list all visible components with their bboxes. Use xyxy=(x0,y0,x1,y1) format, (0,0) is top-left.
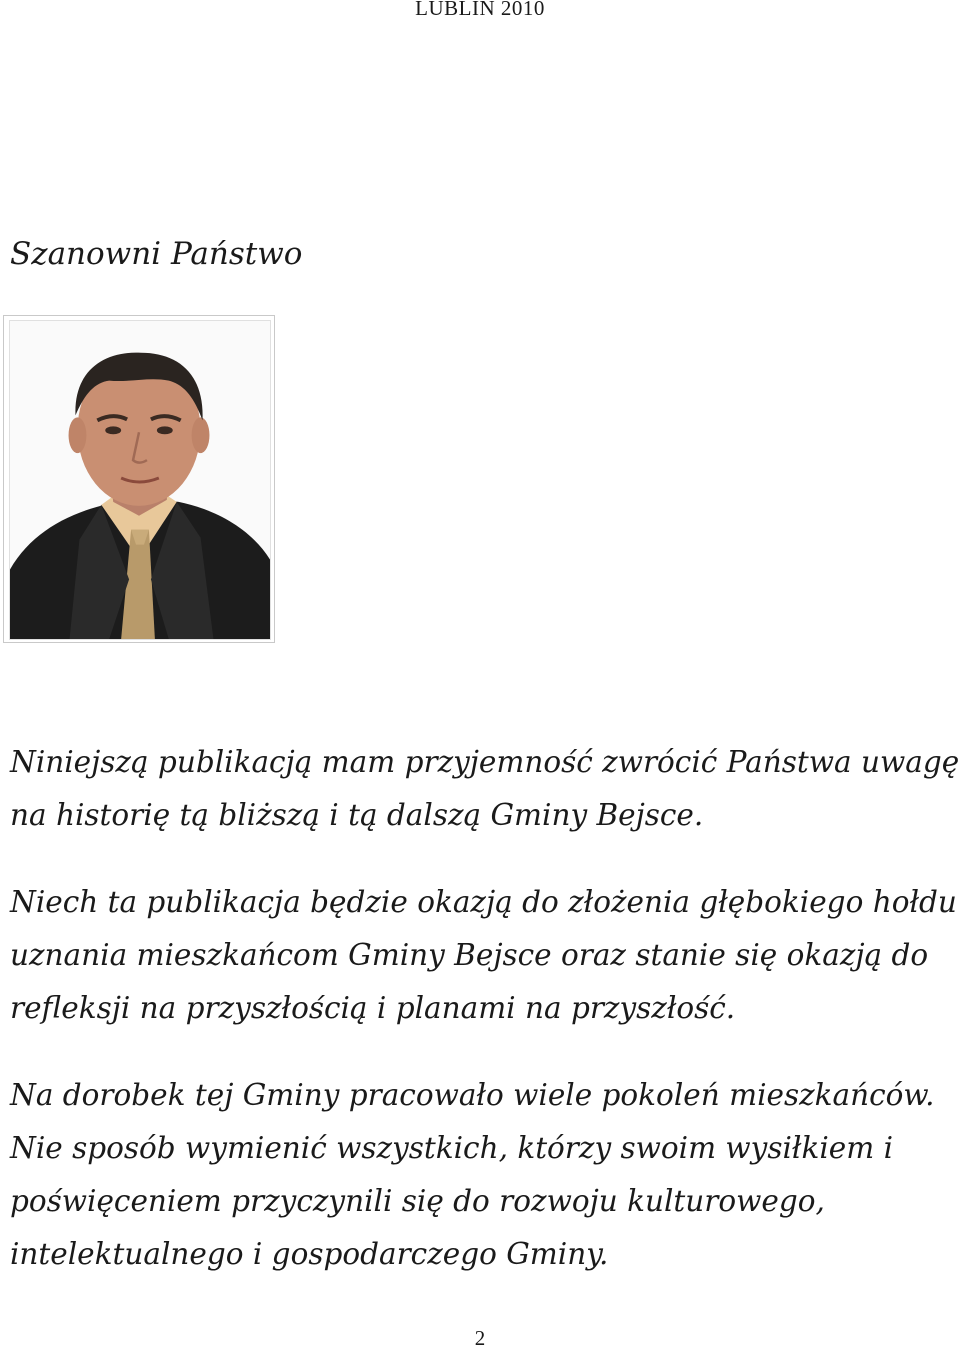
paragraph-line: uznania mieszkańcom Gminy Bejsce oraz stanie się okazją do xyxy=(10,938,929,972)
portrait-illustration xyxy=(10,321,270,639)
paragraph-line: intelektualnego i gospodarczego Gminy. xyxy=(10,1237,609,1271)
paragraph-line: poświęceniem przyczynili się do rozwoju kulturowego, xyxy=(10,1184,825,1218)
ear-right xyxy=(192,417,210,453)
portrait-photo-frame xyxy=(3,315,275,643)
page-header: LUBLIN 2010 xyxy=(415,0,545,20)
paragraph-line: Niniejszą publikacją mam przyjemność zwrócić Państwa uwagę xyxy=(10,745,960,779)
paragraph-line: refleksji na przyszłością i planami na przyszłość. xyxy=(10,991,736,1025)
eye-right xyxy=(157,426,173,434)
paragraph-intro xyxy=(10,736,960,842)
ear-left xyxy=(69,417,87,453)
page-number: 2 xyxy=(474,1326,486,1350)
paragraph-line: Na dorobek tej Gminy pracowało wiele pokoleń mieszkańców. xyxy=(10,1078,935,1112)
salutation: Szanowni Państwo xyxy=(10,236,303,272)
portrait-photo xyxy=(9,320,271,640)
paragraph-line: Nie sposób wymienić wszystkich, którzy swoim wysiłkiem i xyxy=(10,1131,894,1165)
eye-left xyxy=(105,426,121,434)
paragraph-generations xyxy=(10,1069,955,1281)
paragraph-line: na historię tą bliższą i tą dalszą Gminy Bejsce. xyxy=(10,798,704,832)
paragraph-tribute xyxy=(10,876,955,1035)
paragraph-line: Niech ta publikacja będzie okazją do złożenia głębokiego hołdu xyxy=(10,885,957,919)
